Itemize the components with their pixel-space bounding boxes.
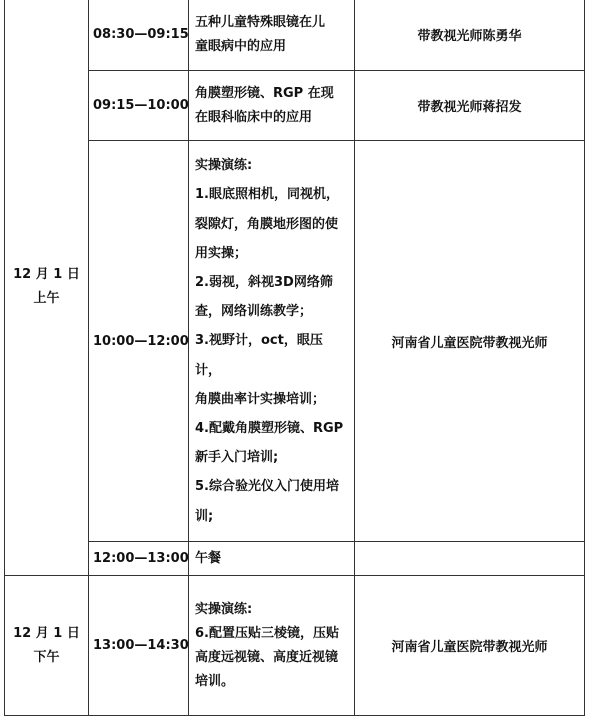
- date-cell-morning: [5, 0, 89, 576]
- topic-cell: [189, 576, 355, 716]
- time-cell: 13:00—14:30: [89, 576, 189, 716]
- time-cell: 09:15—10:00: [89, 71, 189, 141]
- topic-line: 午餐: [195, 550, 222, 566]
- topic-line: 查，网络训练教学；: [195, 304, 313, 320]
- lecturer-cell: 河南省儿童医院带教视光师: [355, 141, 585, 542]
- table-row: [5, 576, 585, 716]
- topic-line: 实操演练:: [195, 158, 253, 174]
- topic-line: 在眼科临床中的应用: [195, 109, 313, 125]
- time-cell: 08:30—09:15: [89, 0, 189, 71]
- date-label: 12 月 1 日: [13, 267, 80, 282]
- topic-line: 角膜塑形镜、RGP 在现: [195, 85, 334, 101]
- topic-line: 五种儿童特殊眼镜在儿: [195, 14, 326, 30]
- topic-line: 4.配戴角膜塑形镜、RGP: [195, 421, 344, 436]
- topic-line: 高度远视镜、高度近视镜: [195, 649, 339, 665]
- table-row: [5, 542, 585, 576]
- table-row: [5, 71, 585, 141]
- topic-line: 6.配置压贴三棱镜，压贴: [195, 625, 339, 641]
- table-row: [5, 0, 585, 71]
- lecturer-cell: 带教视光师蒋招发: [355, 71, 585, 141]
- table-row: [5, 141, 585, 542]
- topic-line: 童眼病中的应用: [195, 38, 287, 54]
- topic-line: 2.弱视，斜视3D网络筛: [195, 274, 333, 290]
- date-cell-afternoon: [5, 576, 89, 716]
- topic-line: 1.眼底照相机，同视机，: [195, 187, 339, 203]
- topic-cell: [189, 141, 355, 542]
- topic-line: 3.视野计，oct，眼压计，: [195, 333, 323, 378]
- topic-line: 培训。: [195, 673, 235, 689]
- topic-line: 5.综合验光仪入门使用培: [195, 479, 339, 495]
- time-cell: 12:00—13:00: [89, 542, 189, 576]
- date-label: 12 月 1 日: [13, 625, 80, 641]
- period-label: 上午: [33, 291, 60, 306]
- schedule-table: [4, 0, 585, 716]
- lecturer-cell: 带教视光师陈勇华: [355, 0, 585, 71]
- topic-cell: [189, 542, 355, 576]
- time-cell: 10:00—12:00: [89, 141, 189, 542]
- topic-line: 新手入门培训;: [195, 450, 279, 466]
- topic-cell: [189, 0, 355, 71]
- topic-cell: [189, 71, 355, 141]
- lecturer-cell: [355, 542, 585, 576]
- lecturer-cell: 河南省儿童医院带教视光师: [355, 576, 585, 716]
- topic-line: 裂隙灯，角膜地形图的使: [195, 216, 339, 232]
- topic-line: 角膜曲率计实操培训；: [195, 391, 326, 407]
- period-label: 下午: [33, 649, 60, 665]
- topic-line: 实操演练:: [195, 601, 253, 617]
- topic-line: 训;: [195, 508, 214, 524]
- topic-line: 用实操；: [195, 245, 248, 261]
